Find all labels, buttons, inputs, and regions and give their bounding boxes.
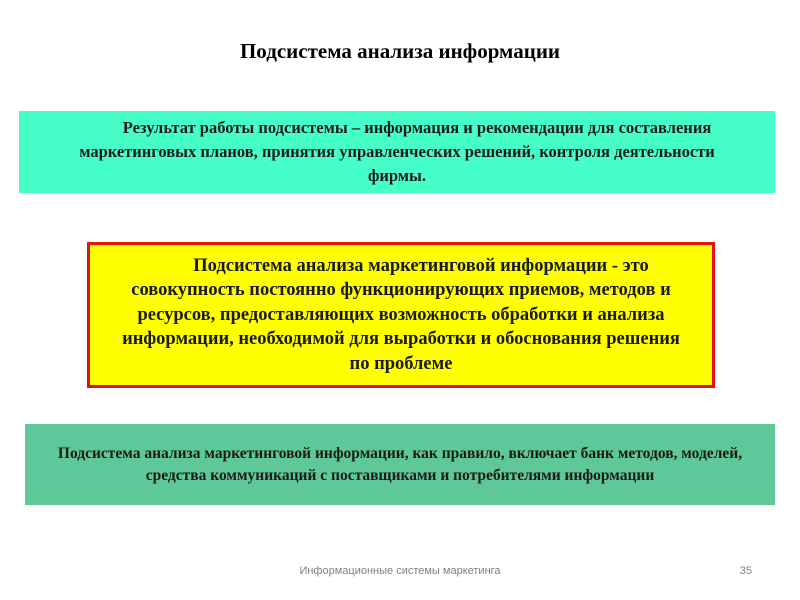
slide-title: Подсистема анализа информации [239,39,561,63]
definition-box [87,242,715,388]
includes-box-text: Подсистема анализа маркетинговой информации, как правило, включает банк методов, моделей, средства коммуникаций с поставщиками и потребителями информации [57,444,743,484]
includes-box [25,424,775,505]
result-box [19,111,775,193]
result-box-text: Результат работы подсистемы – информация и рекомендации для составления маркетинговых планов, принятия управленческих решений, контроля деятельности фирмы. [79,118,715,185]
definition-box-text: Подсистема анализа маркетинговой информации - это совокупность постоянно функционирующих приемов, методов и ресурсов, предоставляющих возможность обработки и анализа информации, необходимой для выработки и обоснования решения по проблеме [122,255,680,374]
footer-text: Информационные системы маркетинга [299,565,501,577]
page-number: 35 [739,565,752,577]
